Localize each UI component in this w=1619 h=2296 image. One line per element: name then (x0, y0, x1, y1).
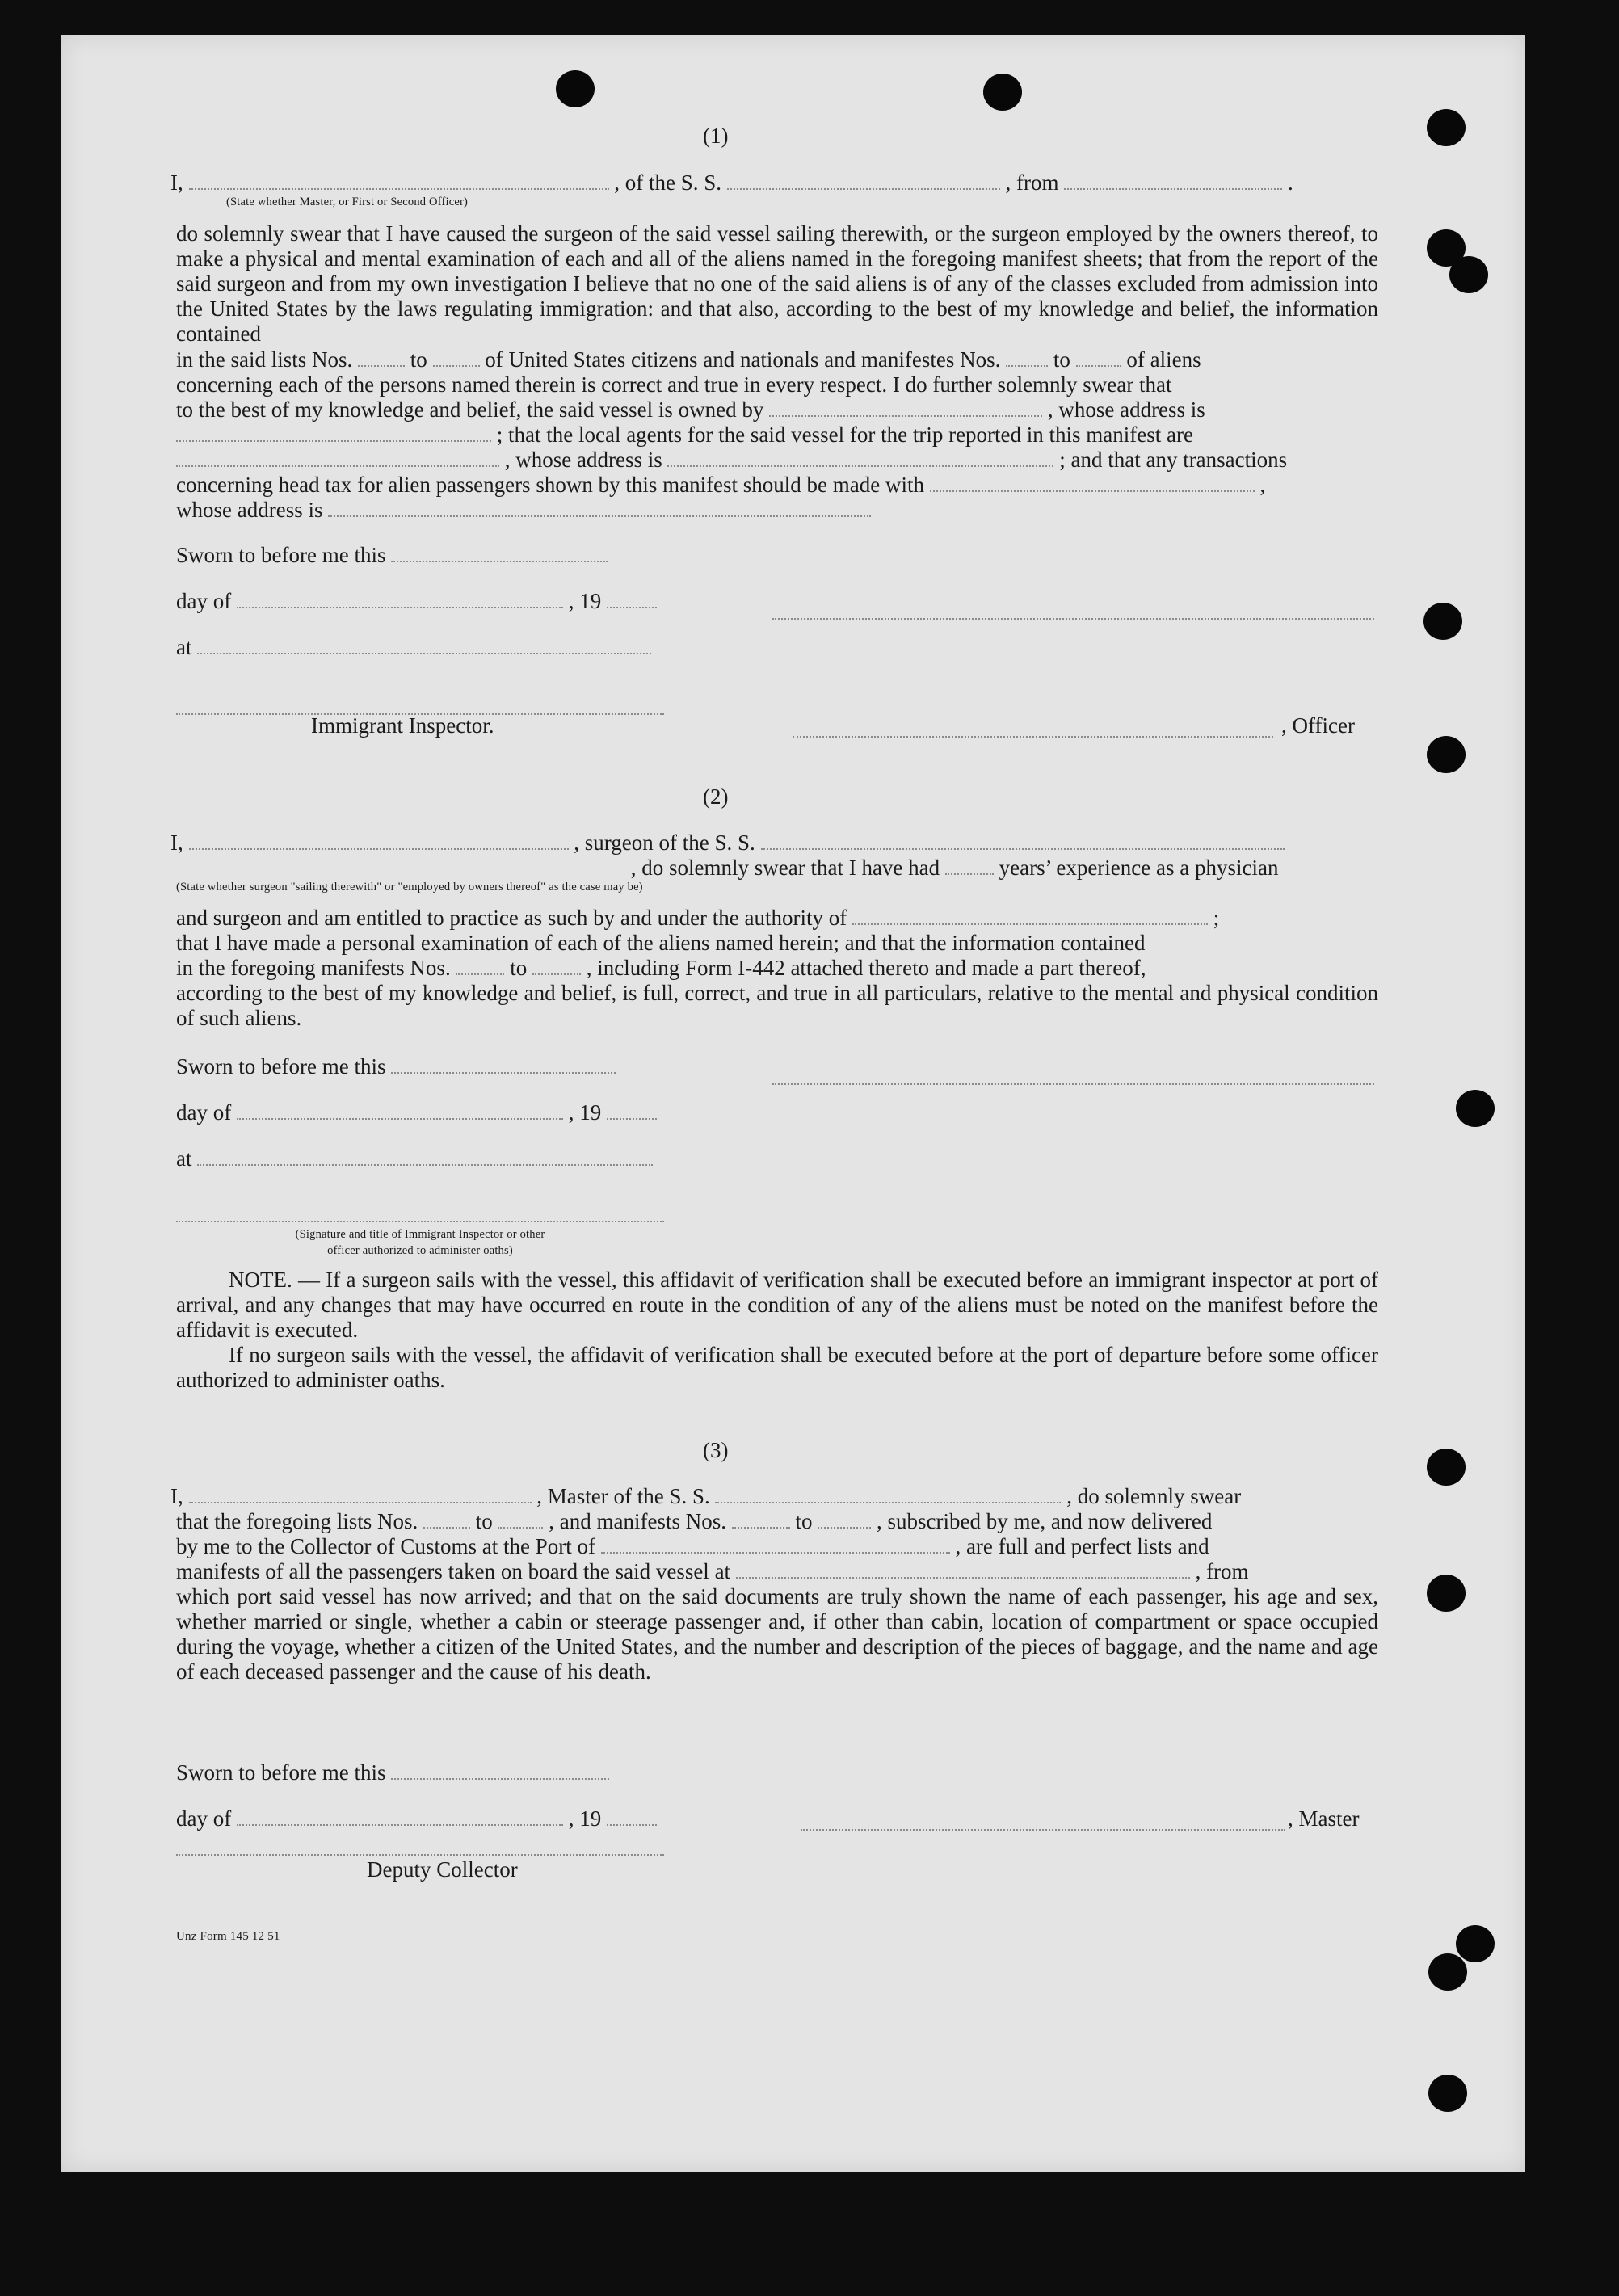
officer-title: , Officer (1281, 713, 1355, 738)
sworn-year-field[interactable] (607, 1806, 657, 1826)
note-label: NOTE. — (229, 1268, 321, 1292)
section-1-day-of (176, 589, 657, 614)
sworn-year-field[interactable] (607, 1100, 657, 1120)
period: . (1288, 170, 1293, 195)
lists-from-field[interactable] (423, 1509, 470, 1529)
punch-hole (1427, 736, 1466, 773)
head-tax-label: concerning head tax for alien passengers shown by this manifest should be made with (176, 473, 925, 497)
punch-hole (1456, 1090, 1495, 1127)
lists-to-field[interactable] (433, 347, 480, 367)
signature-note-2: officer authorized to administer oaths) (327, 1244, 513, 1257)
officer-rank-field[interactable] (189, 170, 609, 190)
section-2-i: I, (170, 831, 183, 855)
citizens-label: of United States citizens and nationals and manifestes Nos. (485, 347, 1001, 372)
day-of-label: day of (176, 1100, 232, 1125)
punch-hole (983, 74, 1022, 111)
head-tax-agent-field[interactable] (930, 473, 1255, 492)
section-2-day-of (176, 1100, 657, 1125)
officer-signature-line-upper[interactable] (772, 616, 1374, 620)
sworn-label: Sworn to before me this (176, 543, 386, 567)
section-2-line-2 (176, 856, 1278, 881)
personal-exam-text: that I have made a personal examination of each of the aliens named herein; and that the information contained (176, 931, 1146, 955)
section-2-line-1 (170, 831, 1285, 856)
foregoing-manifests-line (176, 956, 1146, 981)
to-label: to (1053, 347, 1070, 372)
manifests-from-field[interactable] (456, 956, 504, 975)
inspector-title: Immigrant Inspector. (311, 713, 494, 738)
to-label: to (410, 347, 427, 372)
sworn-month-field[interactable] (237, 589, 563, 608)
years-experience-label: years’ experience as a physician (999, 856, 1279, 880)
section-3-day-of (176, 1806, 657, 1831)
whose-address-label: whose address is (176, 498, 323, 522)
to-label: to (795, 1509, 813, 1533)
punch-hole (1428, 2075, 1467, 2112)
punch-hole (1427, 1575, 1466, 1612)
section-2-number: (2) (703, 784, 729, 809)
head-tax-line (176, 473, 1265, 498)
to-label: to (510, 956, 528, 980)
master-title: , Master (1288, 1806, 1360, 1831)
whose-address-label: , whose address is (1047, 397, 1205, 422)
local-agents-label: ; that the local agents for the said vessel for the trip reported in this manifest are (496, 423, 1193, 447)
owned-by-line (176, 397, 1205, 423)
to-label: to (475, 1509, 493, 1533)
section-2-sworn (176, 1054, 616, 1079)
of-ss-label: , of the S. S. (614, 170, 722, 195)
punch-hole (1428, 1953, 1467, 1991)
collector-line (176, 1534, 1209, 1559)
note-paragraph-2: If no surgeon sails with the vessel, the affidavit of verification shall be executed before at the port of departure before some officer authorized to administer oaths. (176, 1343, 1378, 1392)
authority-field[interactable] (852, 906, 1208, 925)
spacer (176, 857, 625, 875)
manifests-line (176, 1559, 1249, 1584)
semicolon: ; (1213, 906, 1220, 930)
section-3-sworn (176, 1760, 609, 1785)
collector-label: by me to the Collector of Customs at the Port of (176, 1534, 595, 1558)
comma: , (1259, 473, 1266, 497)
manifests-to-field[interactable] (1076, 347, 1121, 367)
section-3-number: (3) (703, 1438, 729, 1462)
solemnly-label: , do solemnly swear that I have had (630, 856, 940, 880)
lists-from-field[interactable] (358, 347, 405, 367)
section-1-paragraph-a: do solemnly swear that I have caused the surgeon of the said vessel sailing therewith, or the surgeon employed by the owners thereof, to make a physical and mental examination of each and all of the aliens named in the foregoing manifest sheets; that from the report of the said surgeon and from my own investigation I believe that no one of the said aliens is of any of the classes excluded from admission into the United States by the laws regulating immigration: and that also, according to the best of my knowledge and belief, the information contained (176, 221, 1378, 346)
sworn-label: Sworn to before me this (176, 1760, 386, 1785)
years-experience-field[interactable] (945, 856, 994, 875)
foregoing-label: that the foregoing lists Nos. (176, 1509, 418, 1533)
section-3-paragraph-d: which port said vessel has now arrived; and that on the said documents are truly shown the name of each passenger, his age and sex, whether married or single, whether a cabin or steerage passenger and, if other than cabin, location of compartment or space occupied during the voyage, whether a citizen of the United States, and the number and description of the pieces of baggage, and the name and age of each deceased passenger and the cause of his death. (176, 1584, 1378, 1684)
section-3-i: I, (170, 1484, 183, 1508)
section-3-lists-line (176, 1509, 1212, 1534)
sworn-month-field[interactable] (237, 1100, 563, 1120)
form-id: Unz Form 145 12 51 (176, 1930, 280, 1943)
deputy-title: Deputy Collector (367, 1857, 518, 1882)
lists-to-field[interactable] (498, 1509, 543, 1529)
master-vessel-field[interactable] (715, 1484, 1061, 1503)
manifests-from-field[interactable] (1006, 347, 1048, 367)
from-label: , from (1195, 1559, 1249, 1583)
surgeon-signature-line[interactable] (772, 1082, 1374, 1085)
full-lists-label: , are full and perfect lists and (955, 1534, 1209, 1558)
note-text-1: If a surgeon sails with the vessel, this affidavit of verification shall be executed before an immigrant inspector at port of arrival, and any changes that may have occurred en route in the condition of any of the aliens must be noted on the manifest before the affidavit is executed. (176, 1268, 1379, 1342)
sworn-day-field[interactable] (391, 1054, 616, 1074)
agents-field[interactable] (176, 448, 499, 467)
section-2-at (176, 1146, 653, 1171)
punch-hole (1427, 1449, 1466, 1486)
departure-port-field[interactable] (1064, 170, 1282, 190)
vessel-name-field[interactable] (727, 170, 1000, 190)
note-paragraph-1 (176, 1268, 1378, 1343)
punch-hole (1423, 603, 1462, 640)
and-manifests-label: , and manifests Nos. (549, 1509, 726, 1533)
punch-hole (1456, 1925, 1495, 1962)
year-label: , 19 (568, 1100, 602, 1125)
local-agents-line (176, 423, 1193, 448)
officer-rank-note: (State whether Master, or First or Second Officer) (226, 196, 469, 208)
sworn-label: Sworn to before me this (176, 1054, 386, 1079)
punch-hole (556, 70, 595, 107)
punch-hole (1449, 256, 1488, 293)
year-label: , 19 (568, 1806, 602, 1831)
head-tax-address-line (176, 498, 871, 523)
section-1-i: I, (170, 170, 183, 195)
subscribed-label: , subscribed by me, and now delivered (876, 1509, 1213, 1533)
manifests-to-field[interactable] (818, 1509, 871, 1529)
day-of-label: day of (176, 589, 232, 613)
owned-by-label: to the best of my knowledge and belief, the said vessel is owned by (176, 397, 764, 422)
section-3-line-1 (170, 1484, 1241, 1509)
owner-address-field[interactable] (176, 423, 491, 442)
inspector-signature-line[interactable] (176, 1219, 664, 1222)
section-1-line-1 (170, 170, 1293, 196)
owner-field[interactable] (769, 397, 1042, 417)
do-solemnly-label: , do solemnly swear (1066, 1484, 1242, 1508)
punch-hole (1427, 109, 1466, 146)
deputy-signature-line[interactable] (176, 1852, 664, 1856)
manifests-to-field[interactable] (532, 956, 581, 975)
sworn-day-field[interactable] (391, 1760, 609, 1780)
sworn-day-field[interactable] (391, 543, 608, 562)
at-label: at (176, 635, 192, 659)
embark-port-field[interactable] (736, 1559, 1190, 1579)
manifests-of-label: manifests of all the passengers taken on board the said vessel at (176, 1559, 731, 1583)
from-label: , from (1005, 170, 1059, 195)
aliens-label: of aliens (1126, 347, 1201, 372)
sworn-place-field[interactable] (197, 635, 651, 654)
surgeon-status-note: (State whether surgeon "sailing therewith" or "employed by owners thereof" as the case may be) (176, 881, 643, 894)
officer-signature-line[interactable] (793, 734, 1273, 738)
sworn-month-field[interactable] (237, 1806, 563, 1826)
port-field[interactable] (601, 1534, 950, 1554)
section-2-paragraph-c: according to the best of my knowledge and belief, is full, correct, and true in all particulars, relative to the mental and physical condition of such aliens. (176, 981, 1378, 1030)
surgeon-vessel-field[interactable] (761, 831, 1285, 850)
head-tax-address-field[interactable] (328, 498, 871, 517)
surgeon-of-ss-label: , surgeon of the S. S. (574, 831, 755, 855)
year-label: , 19 (568, 589, 602, 613)
section-1-number: (1) (703, 124, 729, 148)
lists-label: in the said lists Nos. (176, 347, 353, 372)
sworn-place-field[interactable] (197, 1146, 653, 1166)
agents-address-field[interactable] (667, 448, 1053, 467)
section-1-paragraph-b: concerning each of the persons named therein is correct and true in every respect. I do further solemnly swear that (176, 372, 1172, 397)
lists-line (176, 347, 1378, 372)
master-of-ss-label: , Master of the S. S. (536, 1484, 710, 1508)
transactions-label: ; and that any transactions (1059, 448, 1288, 472)
section-1-at (176, 635, 651, 660)
signature-note-1: (Signature and title of Immigrant Inspector or other (295, 1228, 545, 1241)
authority-line (176, 906, 1219, 931)
at-label: at (176, 1146, 192, 1171)
form-sheet (61, 35, 1525, 2172)
section-1-sworn (176, 543, 608, 568)
agents-address-line (176, 448, 1287, 473)
master-name-field[interactable] (189, 1484, 532, 1503)
including-label: , including Form I-442 attached thereto and made a part thereof, (586, 956, 1146, 980)
master-signature-line[interactable] (801, 1827, 1285, 1831)
day-of-label: day of (176, 1806, 232, 1831)
manifests-from-field[interactable] (732, 1509, 790, 1529)
sworn-year-field[interactable] (607, 589, 657, 608)
foregoing-label: in the foregoing manifests Nos. (176, 956, 451, 980)
surgeon-name-field[interactable] (189, 831, 569, 850)
authority-label: and surgeon and am entitled to practice as such by and under the authority of (176, 906, 847, 930)
whose-address-label: , whose address is (504, 448, 662, 472)
